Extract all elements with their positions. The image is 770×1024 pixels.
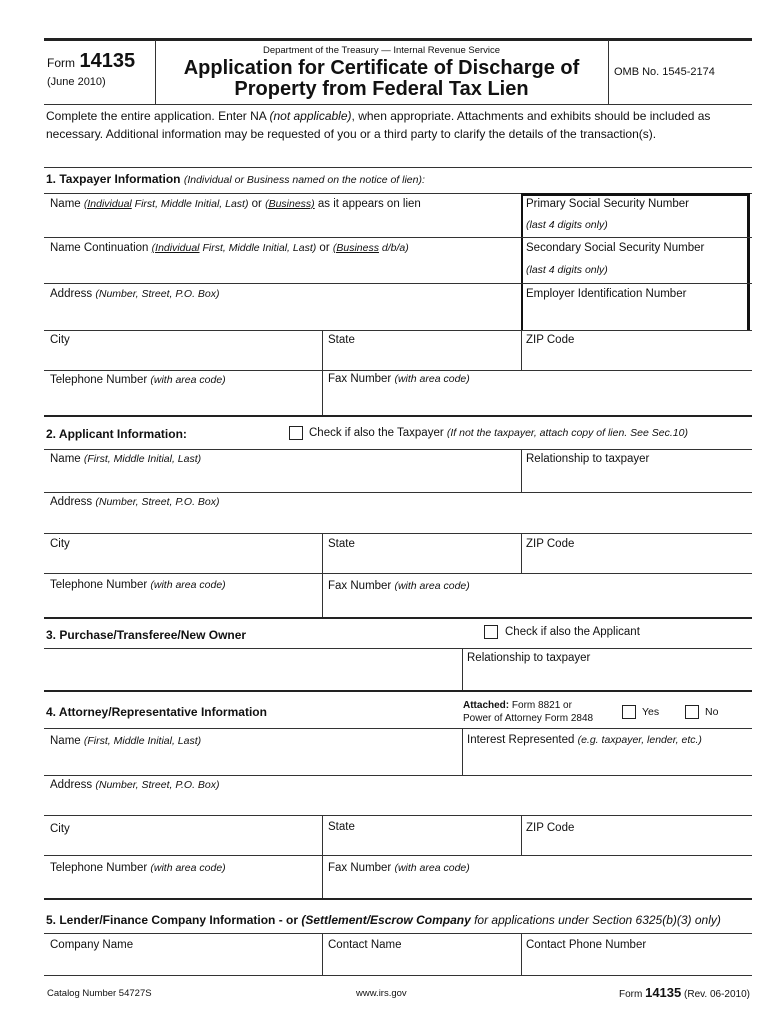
t: Interest Represented <box>467 734 578 746</box>
secondary-ssn-label: Secondary Social Security Number <box>526 242 705 254</box>
fax-label <box>328 373 470 385</box>
t: (with area code) <box>394 580 470 592</box>
city-label: City <box>50 823 70 835</box>
t: or <box>316 242 333 254</box>
telephone-label <box>50 579 226 591</box>
company-name-label: Company Name <box>50 939 134 951</box>
form-date: (June 2010) <box>47 76 106 88</box>
also-applicant-label: Check if also the Applicant <box>505 626 640 638</box>
section-4-title: 4. Attorney/Representative Information <box>46 705 267 719</box>
applicant-name-label <box>50 453 201 465</box>
divider <box>322 533 323 617</box>
no-label: No <box>705 706 719 718</box>
t: (Number, Street, P.O. Box) <box>95 779 220 791</box>
form-label: Form <box>47 56 75 70</box>
attached-yes-checkbox[interactable] <box>622 705 636 719</box>
divider <box>44 237 752 238</box>
attached-label <box>463 699 593 725</box>
telephone-label <box>50 862 226 874</box>
intro-text: Complete the entire application. Enter NA <box>46 109 270 123</box>
t: (Business) <box>265 198 315 210</box>
t: (with area code) <box>150 374 226 386</box>
divider <box>462 648 463 690</box>
t: 14135 <box>645 985 682 1000</box>
t: Form <box>618 989 646 1000</box>
taxpayer-name-label <box>50 198 421 210</box>
zip-label: ZIP Code <box>526 334 575 346</box>
state-label: State <box>328 538 355 550</box>
t: as it appears on lien <box>314 198 421 210</box>
divider <box>44 975 752 976</box>
t: (Number, Street, P.O. Box) <box>95 288 220 300</box>
t: (Individual <box>83 198 132 210</box>
divider <box>521 815 522 855</box>
t: (If not the taxpayer, attach copy of lien. See Sec.10) <box>446 427 688 439</box>
t: (First, Middle Initial, Last) <box>83 735 202 747</box>
section-title: 1. Taxpayer Information <box>46 172 181 186</box>
divider <box>44 648 752 649</box>
state-label: State <box>328 334 355 346</box>
divider <box>44 167 752 168</box>
form-number-value: 14135 <box>79 50 136 72</box>
section-3-title: 3. Purchase/Transferee/New Owner <box>46 628 247 642</box>
divider <box>44 370 752 371</box>
title-line: Application for Certificate of Discharge of <box>183 57 580 79</box>
divider <box>44 104 752 105</box>
divider <box>44 533 752 534</box>
intro-text: (not applicable) <box>269 109 352 123</box>
divider <box>44 492 752 493</box>
t: Check if also the Taxpayer <box>309 427 447 439</box>
primary-ssn-note: (last 4 digits only) <box>526 219 608 231</box>
also-taxpayer-label <box>309 427 688 439</box>
t: for applications under Section 6325(b)(3) only) <box>470 913 721 927</box>
section-1-title <box>46 172 425 186</box>
t: (First, Middle Initial, Last) <box>83 453 202 465</box>
t: First, Middle Initial, Last) <box>199 242 317 254</box>
city-label: City <box>50 334 70 346</box>
divider <box>44 330 752 331</box>
divider <box>44 690 752 692</box>
divider <box>44 38 752 41</box>
t: Name <box>50 735 84 747</box>
page-title <box>155 58 608 100</box>
ein-label: Employer Identification Number <box>526 288 687 300</box>
divider <box>44 573 752 574</box>
contact-phone-label: Contact Phone Number <box>526 939 647 951</box>
agency: Department of the Treasury — Internal Revenue Service <box>262 45 501 56</box>
t: (with area code) <box>150 862 226 874</box>
t: Telephone Number <box>50 862 151 874</box>
t: (Individual <box>151 242 200 254</box>
t: (Business <box>332 242 379 254</box>
secondary-ssn-note: (last 4 digits only) <box>526 264 608 276</box>
t: (with area code) <box>150 579 226 591</box>
section-5-title <box>46 913 721 927</box>
divider <box>462 728 463 775</box>
title-line: Property from Federal Tax Lien <box>234 78 529 100</box>
divider <box>521 449 522 492</box>
interest-label <box>467 734 702 746</box>
yes-label: Yes <box>642 706 660 718</box>
relationship-label: Relationship to taxpayer <box>526 453 650 465</box>
divider <box>44 617 752 619</box>
t: (Rev. 06-2010) <box>681 989 750 1000</box>
t: Fax Number <box>328 373 395 385</box>
divider <box>44 855 752 856</box>
catalog-number: Catalog Number 54727S <box>47 988 152 999</box>
t: or <box>248 198 266 210</box>
fax-label <box>328 862 470 874</box>
divider <box>44 775 752 776</box>
divider <box>44 933 752 934</box>
t: Power of Attorney Form 2848 <box>463 713 594 724</box>
state-label: State <box>328 821 355 833</box>
instructions <box>46 107 746 143</box>
section-note: (Individual or Business named on the notice of lien): <box>183 174 425 186</box>
t: d/b/a) <box>378 242 409 254</box>
footer-form-number <box>619 985 750 1000</box>
divider <box>608 40 609 104</box>
ssn-box <box>521 193 750 330</box>
t: Fax Number <box>328 580 395 592</box>
divider <box>521 933 522 975</box>
t: (e.g. taxpayer, lender, etc.) <box>577 734 702 746</box>
name-continuation-label <box>50 242 409 254</box>
fax-label <box>328 580 470 592</box>
attached-no-checkbox[interactable] <box>685 705 699 719</box>
form-number <box>47 50 135 73</box>
divider <box>322 933 323 975</box>
divider <box>521 330 522 370</box>
primary-ssn-label: Primary Social Security Number <box>526 198 689 210</box>
zip-label: ZIP Code <box>526 822 575 834</box>
divider <box>521 533 522 573</box>
divider <box>322 815 323 898</box>
intro-text: , when appropriate. Attachments and exhibits should be included as necessary. Additional information may be requested of you or a third party to clarify the details of the transaction(s). <box>46 109 711 141</box>
address-label <box>50 779 220 791</box>
t: Form 8821 or <box>509 700 572 711</box>
divider <box>44 728 752 729</box>
address-label <box>50 496 220 508</box>
t: Address <box>50 288 96 300</box>
t: Attached: <box>463 700 510 711</box>
t: (Settlement/Escrow Company <box>301 913 471 927</box>
t: Address <box>50 496 96 508</box>
t: Telephone Number <box>50 579 151 591</box>
divider <box>44 283 752 284</box>
t: (with area code) <box>394 862 470 874</box>
t: Name <box>50 453 84 465</box>
divider <box>44 815 752 816</box>
attorney-name-label <box>50 735 201 747</box>
contact-name-label: Contact Name <box>328 939 402 951</box>
relationship-label: Relationship to taxpayer <box>467 652 591 664</box>
t: Telephone Number <box>50 374 151 386</box>
zip-label: ZIP Code <box>526 538 575 550</box>
t: Name Continuation <box>50 242 152 254</box>
divider <box>44 415 752 417</box>
t: First, Middle Initial, Last) <box>131 198 249 210</box>
telephone-label <box>50 374 226 386</box>
t: Address <box>50 779 96 791</box>
t: Name <box>50 198 84 210</box>
t: Fax Number <box>328 862 395 874</box>
t: 5. Lender/Finance Company Information - or <box>46 913 302 927</box>
also-applicant-checkbox[interactable] <box>484 625 498 639</box>
address-label <box>50 288 220 300</box>
also-taxpayer-checkbox[interactable] <box>289 426 303 440</box>
divider <box>44 449 752 450</box>
omb-number: OMB No. 1545-2174 <box>614 66 715 78</box>
website[interactable]: www.irs.gov <box>356 988 407 999</box>
divider <box>44 898 752 900</box>
section-2-title: 2. Applicant Information: <box>46 427 187 441</box>
city-label: City <box>50 538 70 550</box>
t: (Number, Street, P.O. Box) <box>95 496 220 508</box>
divider <box>322 330 323 415</box>
t: (with area code) <box>394 373 470 385</box>
